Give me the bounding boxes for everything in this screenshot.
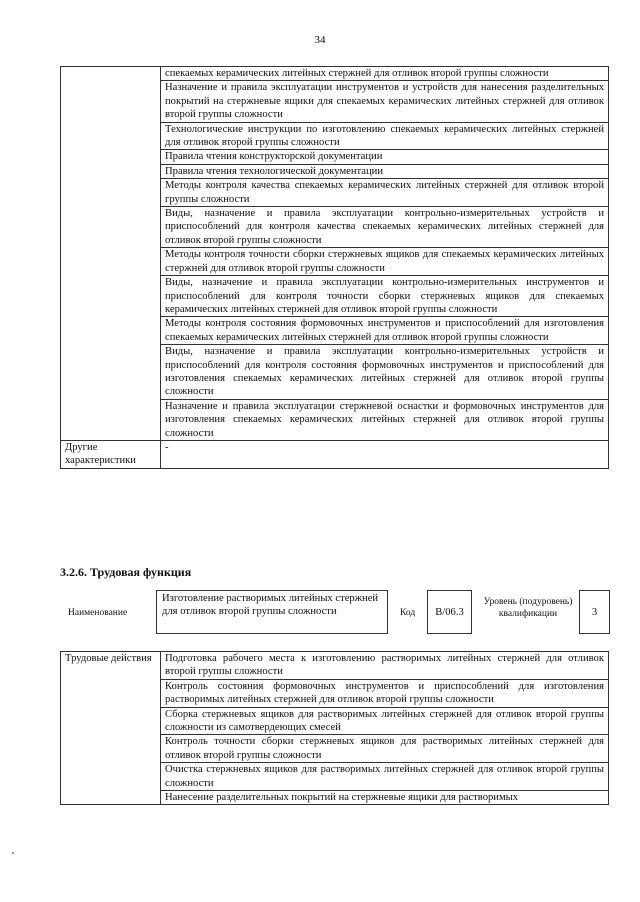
level-value-box: 3 xyxy=(579,590,610,634)
table-row xyxy=(61,652,609,680)
section-heading: 3.2.6. Трудовая функция xyxy=(60,565,192,579)
table-cell: Подготовка рабочего места к изготовлению растворимых литейных стержней для отливок второй группы сложности xyxy=(161,652,609,680)
function-header xyxy=(60,590,610,638)
table-cell: Контроль точности сборки стержневых ящиков для растворимых литейных стержней для отливок второй группы сложности xyxy=(161,735,609,763)
labor-actions-table xyxy=(60,651,609,805)
level-label: Уровень (подуровень) квалификации xyxy=(483,597,573,619)
function-name-box: Изготовление растворимых литейных стержней для отливок второй группы сложности xyxy=(156,590,388,634)
table-cell: Назначение и правила эксплуатации стержневой оснастки и формовочных инструментов для изготовления спекаемых керамических литейных стержней для отливок второй группы сложности xyxy=(161,399,609,440)
table-cell: Методы контроля точности сборки стержневых ящиков для спекаемых керамических литейных стержней для отливок второй группы сложности xyxy=(161,248,609,276)
name-label: Наименование xyxy=(68,608,128,618)
row-label-empty xyxy=(61,67,161,441)
table-row xyxy=(61,440,609,468)
code-label: Код xyxy=(400,608,416,618)
knowledge-table xyxy=(60,66,609,469)
table-cell: Правила чтения технологической документации xyxy=(161,164,609,178)
table-cell: Методы контроля качества спекаемых керамических литейных стержней для отливок второй группы сложности xyxy=(161,179,609,207)
table-cell: спекаемых керамических литейных стержней для отливок второй группы сложности xyxy=(161,67,609,81)
table-cell: Правила чтения конструкторской документации xyxy=(161,150,609,164)
table-cell: Технологические инструкции по изготовлению спекаемых керамических литейных стержней для отливок второй группы сложности xyxy=(161,122,609,150)
labor-actions-label: Трудовые действия xyxy=(61,652,161,805)
table-cell: Методы контроля состояния формовочных инструментов и приспособлений для изготовления спекаемых керамических литейных стержней для отливок второй группы сложности xyxy=(161,317,609,345)
table-cell: Нанесение разделительных покрытий на стержневые ящики для растворимых xyxy=(161,791,609,805)
table-cell: Виды, назначение и правила эксплуатации контрольно-измерительных устройств и приспособлений для контроля качества спекаемых керамических литейных стержней для отливок второй группы сложности xyxy=(161,207,609,248)
table-cell: Контроль состояния формовочных инструментов и приспособлений для изготовления растворимых литейных стержней для отливок второй группы сложности xyxy=(161,679,609,707)
other-characteristics-label: Другие характеристики xyxy=(61,440,161,468)
table-row xyxy=(61,67,609,81)
table-cell: Виды, назначение и правила эксплуатации контрольно-измерительных устройств и приспособлений для контроля состояния формовочных инструментов и приспособлений для изготовления спекаемых керамических литейных стержней для отливок второй группы сложности xyxy=(161,345,609,400)
scan-speck xyxy=(12,852,14,854)
table-cell: Виды, назначение и правила эксплуатации контрольно-измерительных инструментов и приспособлений для контроля точности сборки стержневых ящиков для спекаемых керамических литейных стержней для отливок второй группы сложности xyxy=(161,276,609,317)
table-cell: Назначение и правила эксплуатации инструментов и устройств для нанесения разделительных покрытий на стержневые ящики для спекаемых керамических литейных стержней для отливок второй группы сложности xyxy=(161,81,609,122)
other-characteristics-value: - xyxy=(161,440,609,468)
function-code-box: B/06.3 xyxy=(427,590,472,634)
table-cell: Очистка стержневых ящиков для растворимых литейных стержней для отливок второй группы сложности xyxy=(161,763,609,791)
table-cell: Сборка стержневых ящиков для растворимых литейных стержней для отливок второй группы сложности из самотвердеющих смесей xyxy=(161,707,609,735)
page-number: 34 xyxy=(314,34,326,46)
